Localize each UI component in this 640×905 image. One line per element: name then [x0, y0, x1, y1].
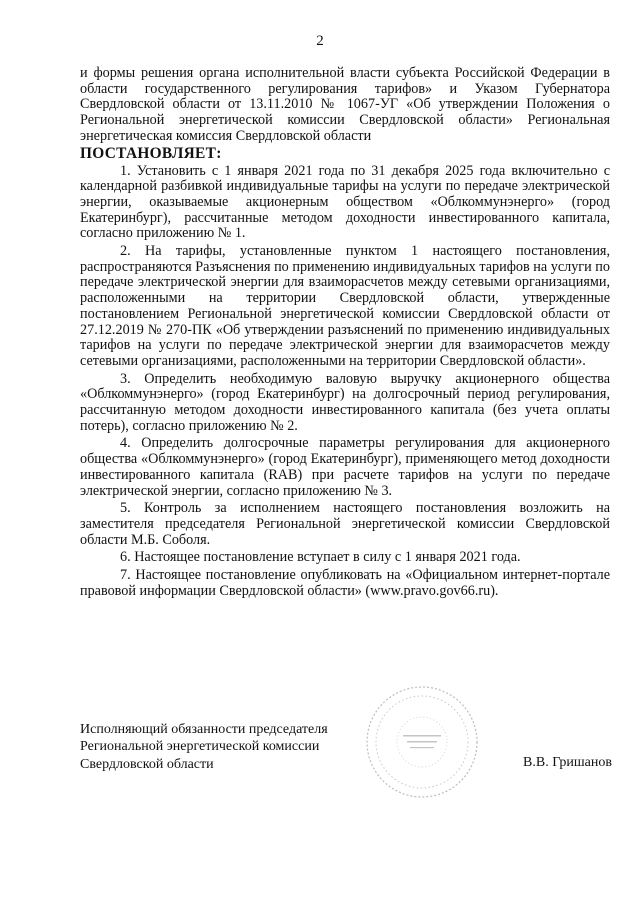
resolution-item-5: 5. Контроль за исполнением настоящего постановления возложить на заместителя председателя Региональной энергетической комиссии Свердловской области М.Б. Соболя. [80, 500, 610, 548]
signatory-name: В.В. Гришанов [523, 755, 612, 770]
resolution-item-6: 6. Настоящее постановление вступает в силу с 1 января 2021 года. [120, 549, 521, 566]
document-body [80, 66, 610, 600]
resolution-item-4: 4. Определить долгосрочные параметры регулирования для акционерного общества «Облкоммунэнерго» (город Екатеринбург), применяющего метод доходности инвестированного капитала (RAB) при расчете тарифов на услуги по передаче электрической энергии, согласно приложению № 3. [80, 435, 610, 499]
signatory-position [80, 721, 380, 773]
resolution-item-3: 3. Определить необходимую валовую выручку акционерного общества «Облкоммунэнерго» (город Екатеринбург) на долгосрочный период регулирования, рассчитанную методом доходности инвестированного капитала (без учета оплаты потерь), согласно приложению № 2. [80, 370, 610, 434]
signatory-position-line-2: Региональной энергетической комиссии [80, 739, 320, 755]
resolution-item-1: 1. Установить с 1 января 2021 года по 31 декабря 2025 года включительно с календарной разбивкой индивидуальные тарифы на услуги по передаче электрической энергии, оказываемые акционерным обществом «Облкоммунэнерго» (город Екатеринбург), рассчитанные методом доходности инвестированного капитала, согласно приложению № 1. [80, 162, 610, 242]
page-number: 2 [316, 33, 324, 49]
signatory-position-line-1: Исполняющий обязанности председателя [80, 722, 328, 737]
resolution-heading: ПОСТАНОВЛЯЕТ: [80, 144, 222, 162]
signatory-position-line-3: Свердловской области [80, 756, 214, 772]
intro-paragraph: и формы решения органа исполнительной власти субъекта Российской Федерации в области государственного регулирования тарифов» и Указом Губернатора Свердловской области от 13.11.2010 № 1067-УГ «Об утверждении Положения о Региональной энергетической комиссии Свердловской области» Региональная энергетическая комиссия Свердловской области [80, 65, 610, 144]
resolution-item-7: 7. Настоящее постановление опубликовать на «Официальном интернет-портале правовой информации Свердловской области» (www.pravo.gov66.ru). [80, 567, 610, 599]
official-seal-icon [363, 683, 481, 801]
resolution-item-2: 2. На тарифы, установленные пунктом 1 настоящего постановления, распространяются Разъяснения по применению индивидуальных тарифов на услуги по передаче электрической энергии для взаиморасчетов между сетевыми организациями, расположенными на территории Свердловской области, утвержденные постановлением Региональной энергетической комиссии Свердловской области от 27.12.2019 № 270-ПК «Об утверждении разъяснений по применению индивидуальных тарифов на услуги по передаче электрической энергии для взаиморасчетов между сетевыми организациями, расположенными на территории Свердловской области». [80, 243, 610, 369]
